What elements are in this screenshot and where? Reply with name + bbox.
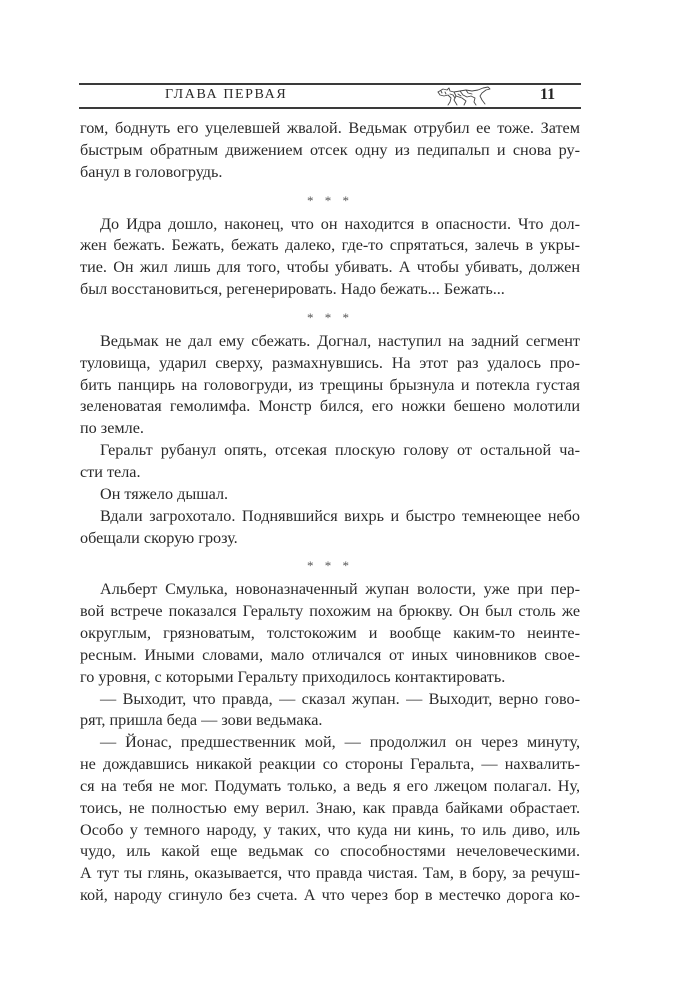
section-separator: * * * [307, 309, 353, 325]
chapter-title: ГЛАВА ПЕРВАЯ [165, 87, 288, 102]
text-line: не дождавшись никакой реакции со стороны Геральта, — нахвалить- [80, 755, 580, 774]
text-line: ся на тебя не мог. Подумать только, а ведь я его лжецом полагал. Ну, [80, 776, 580, 795]
text-line: Ведьмак не дал ему сбежать. Догнал, наступил на задний сегмент [100, 331, 580, 350]
text-line: бить панцирь на головогруди, из трещины брызнула и потекла густая [80, 375, 580, 394]
text-line: — Йонас, предшественник мой, — продолжил он через минуту, [100, 733, 580, 752]
text-section [80, 118, 580, 184]
text-line: сти тела. [80, 462, 141, 481]
text-line: тоись, не полностью ему верил. Знаю, как правда байками обрастает. [80, 798, 580, 817]
text-line: жен бежать. Бежать, бежать далеко, где-то спрятаться, залечь в укры- [80, 236, 580, 255]
text-line: туловища, ударил сверху, размахнувшись. На этот раз удалось про- [80, 353, 580, 372]
body-text [80, 118, 580, 907]
text-line: округлым, грязноватым, толстокожим и вообще каким-то неинте- [80, 624, 580, 643]
text-line: зеленоватая гемолимфа. Монстр бился, его ножки бешено молотили [80, 397, 580, 416]
text-line: — Выходит, что правда, — сказал жупан. — Выходит, верно гово- [100, 689, 580, 708]
text-line: тие. Он жил лишь для того, чтобы убивать. А чтобы убивать, должен [80, 258, 580, 277]
text-line: До Идра дошло, наконец, что он находится в опасности. Что дол- [100, 214, 580, 233]
text-line: рят, пришла беда — зови ведьмака. [80, 711, 323, 730]
text-line: Особо у темного народу, у таких, что куда ни кинь, то иль диво, иль [80, 820, 580, 839]
text-line: быстрым обратным движением отсек одну из педипальп и снова ру- [80, 140, 580, 159]
text-line: ресным. Иными словами, мало отличался от иных чиновников свое- [80, 645, 580, 664]
text-line: чудо, иль какой еще ведьмак со способностями нечеловеческими. [80, 842, 580, 861]
text-line: банул в головогрудь. [80, 162, 223, 181]
text-line: Альберт Смулька, новоназначенный жупан волости, уже при пер- [100, 580, 580, 599]
text-line: по земле. [80, 419, 144, 438]
section-separator: * * * [307, 192, 353, 208]
text-section [80, 331, 580, 549]
text-line: вой встрече показался Геральту похожим на брюкву. Он был столь же [80, 602, 580, 621]
text-line: Он тяжело дышал. [100, 484, 229, 503]
running-head [79, 83, 581, 108]
header-rule-bottom [79, 107, 581, 109]
wolf-icon [436, 86, 492, 106]
text-line: Вдали загрохотало. Поднявшийся вихрь и быстро темнеющее небо [100, 506, 580, 525]
text-section [80, 214, 580, 301]
text-line: обещали скорую грозу. [80, 528, 238, 547]
section-separator: * * * [307, 558, 353, 574]
text-line: гом, боднуть его уцелевшей жвалой. Ведьмак отрубил ее тоже. Затем [80, 119, 580, 137]
header-rule-top [79, 83, 581, 85]
text-line: А тут ты глянь, оказывается, что правда чистая. Там, в бору, за речуш- [80, 864, 580, 883]
page-number: 11 [540, 86, 556, 103]
text-line: кой, народу сгинуло без счета. А что через бор в местечко дорога ко- [80, 886, 580, 905]
text-section [80, 579, 580, 907]
text-line: Геральт рубанул опять, отсекая плоскую голову от остальной ча- [100, 441, 580, 460]
text-line: был восстановиться, регенерировать. Надо бежать... Бежать... [80, 280, 505, 299]
text-line: го уровня, с которыми Геральту приходилось контактировать. [80, 667, 506, 686]
